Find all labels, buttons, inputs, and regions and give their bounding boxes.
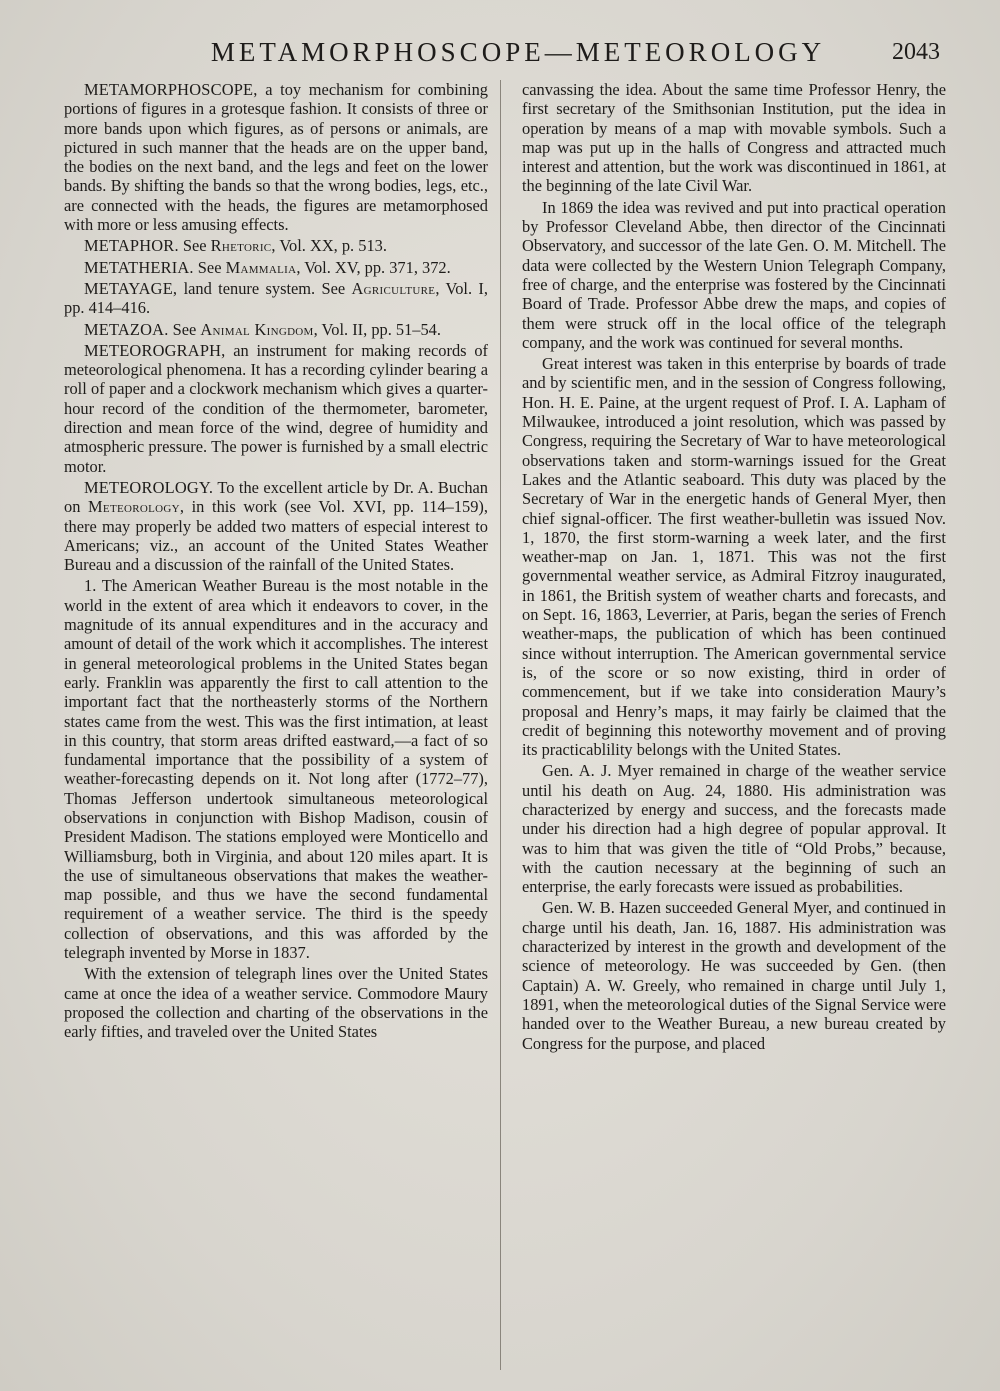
entry-term: METAYAGE,	[84, 278, 178, 298]
entry-text: See	[193, 257, 226, 277]
entry-term: METAMORPHOSCOPE,	[84, 80, 258, 99]
right-column	[522, 80, 946, 1370]
entry-term: METAPHOR.	[84, 236, 179, 256]
entry-term: METAZOA.	[84, 319, 169, 339]
entry-metamorphoscope	[64, 80, 488, 234]
entry-term: METEOROLOGY.	[84, 477, 214, 497]
entry-tail: , Vol. XV, pp. 371, 372.	[296, 257, 451, 277]
paragraph: 1. The American Weather Bureau is the most notable in the world in the extent of area which it endeavors to cover, in the magnitude of its annual expenditures and in the accuracy and amount of detail of the work which it accomplishes. The interest in general meteorological problems in the United States began early. Franklin was apparently the first to call attention to the important fact that the northeasterly storms of the Northern states came from the west. This was the first intimation, at least in this country, that storm areas drifted eastward,—a fact of so fundamental importance that the possibility of a system of weather-forecasting depends on it. Not long after (1772–77), Thomas Jefferson undertook simultaneous meteorological observations in conjunction with Bishop Madison, cousin of President Madison. The stations employed were Monticello and Williamsburg, both in Virginia, and about 120 miles apart. It is the use of simultaneous observations that makes the weather-map possible, and thus we have the second fundamental requirement of a weather service. The third is the speedy collection of observations, and this was afforded by the telegraph invented by Morse in 1837.	[64, 576, 488, 963]
entry-text: an instrument for making records of meteorological phenomena. It has a recording cylinder bearing a roll of paper and a clockwork mechanism which gives a quarter-hour record of the condition of the thermometer, barometer, direction and mean force of the wind, degree of humidity and atmospheric pressure. The power is furnished by a small electric motor.	[64, 340, 488, 476]
cross-reference: Rhetoric	[210, 236, 272, 256]
entry-text: To the excellent article by Dr. A. Buchan on	[64, 477, 488, 517]
paragraph: Great interest was taken in this enterprise by boards of trade and by scientific men, and in the session of Congress following, Hon. H. E. Paine, at the urgent request of Prof. I. A. Lapham of Milwaukee, introduced a joint resolution, which was passed by Congress, requiring the Secretary of War to have meteorological observations taken and storm-warnings issued for the Great Lakes and the Atlantic seaboard. This duty was placed by the Secretary of War in the energetic hands of General Myer, then chief signal-officer. The first weather-bulletin was issued Nov. 1, 1870, the first storm-warning a week later, and the first weather-map on Jan. 1, 1871. This was not the first governmental weather service, as Admiral Fitzroy inaugurated, in 1861, the British system of weather charts and forecasts, and on Sept. 16, 1863, Leverrier, at Paris, began the series of French weather-maps, the publication of which has been continued since without interruption. The American governmental service is, of the score or so now existing, third in order of commencement, but if we take into consideration Maury’s proposal and Henry’s maps, it may fairly be claimed that the credit of beginning this noteworthy movement and of proving its practicablility belongs with the United States.	[522, 354, 946, 760]
paragraph: Gen. W. B. Hazen succeeded General Myer, and continued in charge until his death, Jan. 16, 1887. His administration was characterized by interest in the growth and development of the science of meteorology. He was succeeded by Gen. (then Captain) A. W. Greely, who remained in charge until July 1, 1891, when the meteorological duties of the Signal Service were handed over to the Weather Bureau, a new bureau created by Congress for the purpose, and placed	[522, 898, 946, 1053]
entry-meteorograph	[64, 341, 488, 476]
entry-tail: , Vol. II, pp. 51–54.	[313, 319, 441, 339]
page-number: 2043	[892, 39, 940, 65]
entry-tail: , Vol. I, pp. 414–416.	[64, 278, 488, 318]
entry-text: See	[178, 236, 211, 256]
entry-metatheria	[64, 258, 488, 277]
left-column	[64, 80, 488, 1370]
cross-reference: Agriculture	[351, 278, 436, 298]
entry-meteorology	[64, 478, 488, 574]
entry-text: See	[168, 319, 201, 339]
entry-metayage	[64, 279, 488, 318]
paragraph: Gen. A. J. Myer remained in charge of the weather service until his death on Aug. 24, 1880. His administration was characterized by energy and success, and the forecasts made under his direction had a high degree of popular approval. It was to him that was given the title of “Old Probs,” because, with the caution necessary at the beginning of such an enterprise, the early forecasts were issued as probabilities.	[522, 761, 946, 897]
entry-tail: , in this work (see Vol. XVI, pp. 114–159), there may properly be added two matters of especial interest to Americans; viz., an account of the United States Weather Bureau and a discussion of the rainfall of the United States.	[64, 497, 488, 575]
entry-term: METATHERIA.	[84, 257, 194, 277]
entry-term: METEOROGRAPH,	[84, 340, 226, 360]
text-columns	[64, 80, 946, 1370]
entry-metaphor	[64, 236, 488, 255]
entry-tail: , Vol. XX, p. 513.	[271, 236, 387, 256]
page-title: METAMORPHOSCOPE—METEOROLOGY	[210, 37, 826, 67]
running-head	[60, 32, 940, 72]
entry-text: a toy mechanism for combining portions of figures in a grotesque fashion. It consists of three or more bands upon which figures, as of persons or animals, are pictured in such manner that the heads are on the upper band, the bodies on the next band, and the legs and feet on the lower bands. By shifting the bands so that the wrong bodies, legs, etc., are connected with the heads, the figures are metamorphosed with more or less amusing effects.	[64, 80, 488, 235]
paragraph: canvassing the idea. About the same time Professor Henry, the first secretary of the Smithsonian Institution, put the idea in operation by means of a map with movable symbols. Such a map was put up in the halls of Congress and attracted much interest and attention, but the work was discontinued in 1861, at the beginning of the late Civil War.	[522, 80, 946, 196]
entry-text: land tenure system. See	[177, 278, 352, 298]
cross-reference: Animal Kingdom	[200, 319, 314, 339]
paragraph: In 1869 the idea was revived and put into practical operation by Professor Cleveland Abbe, then director of the Cincinnati Observatory, and successor of the late Gen. O. M. Mitchell. The data were collected by the Western Union Telegraph Company, free of charge, and the enterprise was fostered by the Cincinnati Board of Trade. Professor Abbe drew the maps, and copies of them were struck off in the local office of the telegraph company, and the work was continued for several months.	[522, 197, 946, 352]
cross-reference: Mammalia	[225, 257, 297, 277]
paragraph: With the extension of telegraph lines over the United States came at once the idea of a weather service. Commodore Maury proposed the collection and charting of the observations in the early fifties, and traveled over the United States	[64, 964, 488, 1042]
entry-metazoa	[64, 320, 488, 339]
cross-reference: Meteorology	[88, 497, 180, 517]
